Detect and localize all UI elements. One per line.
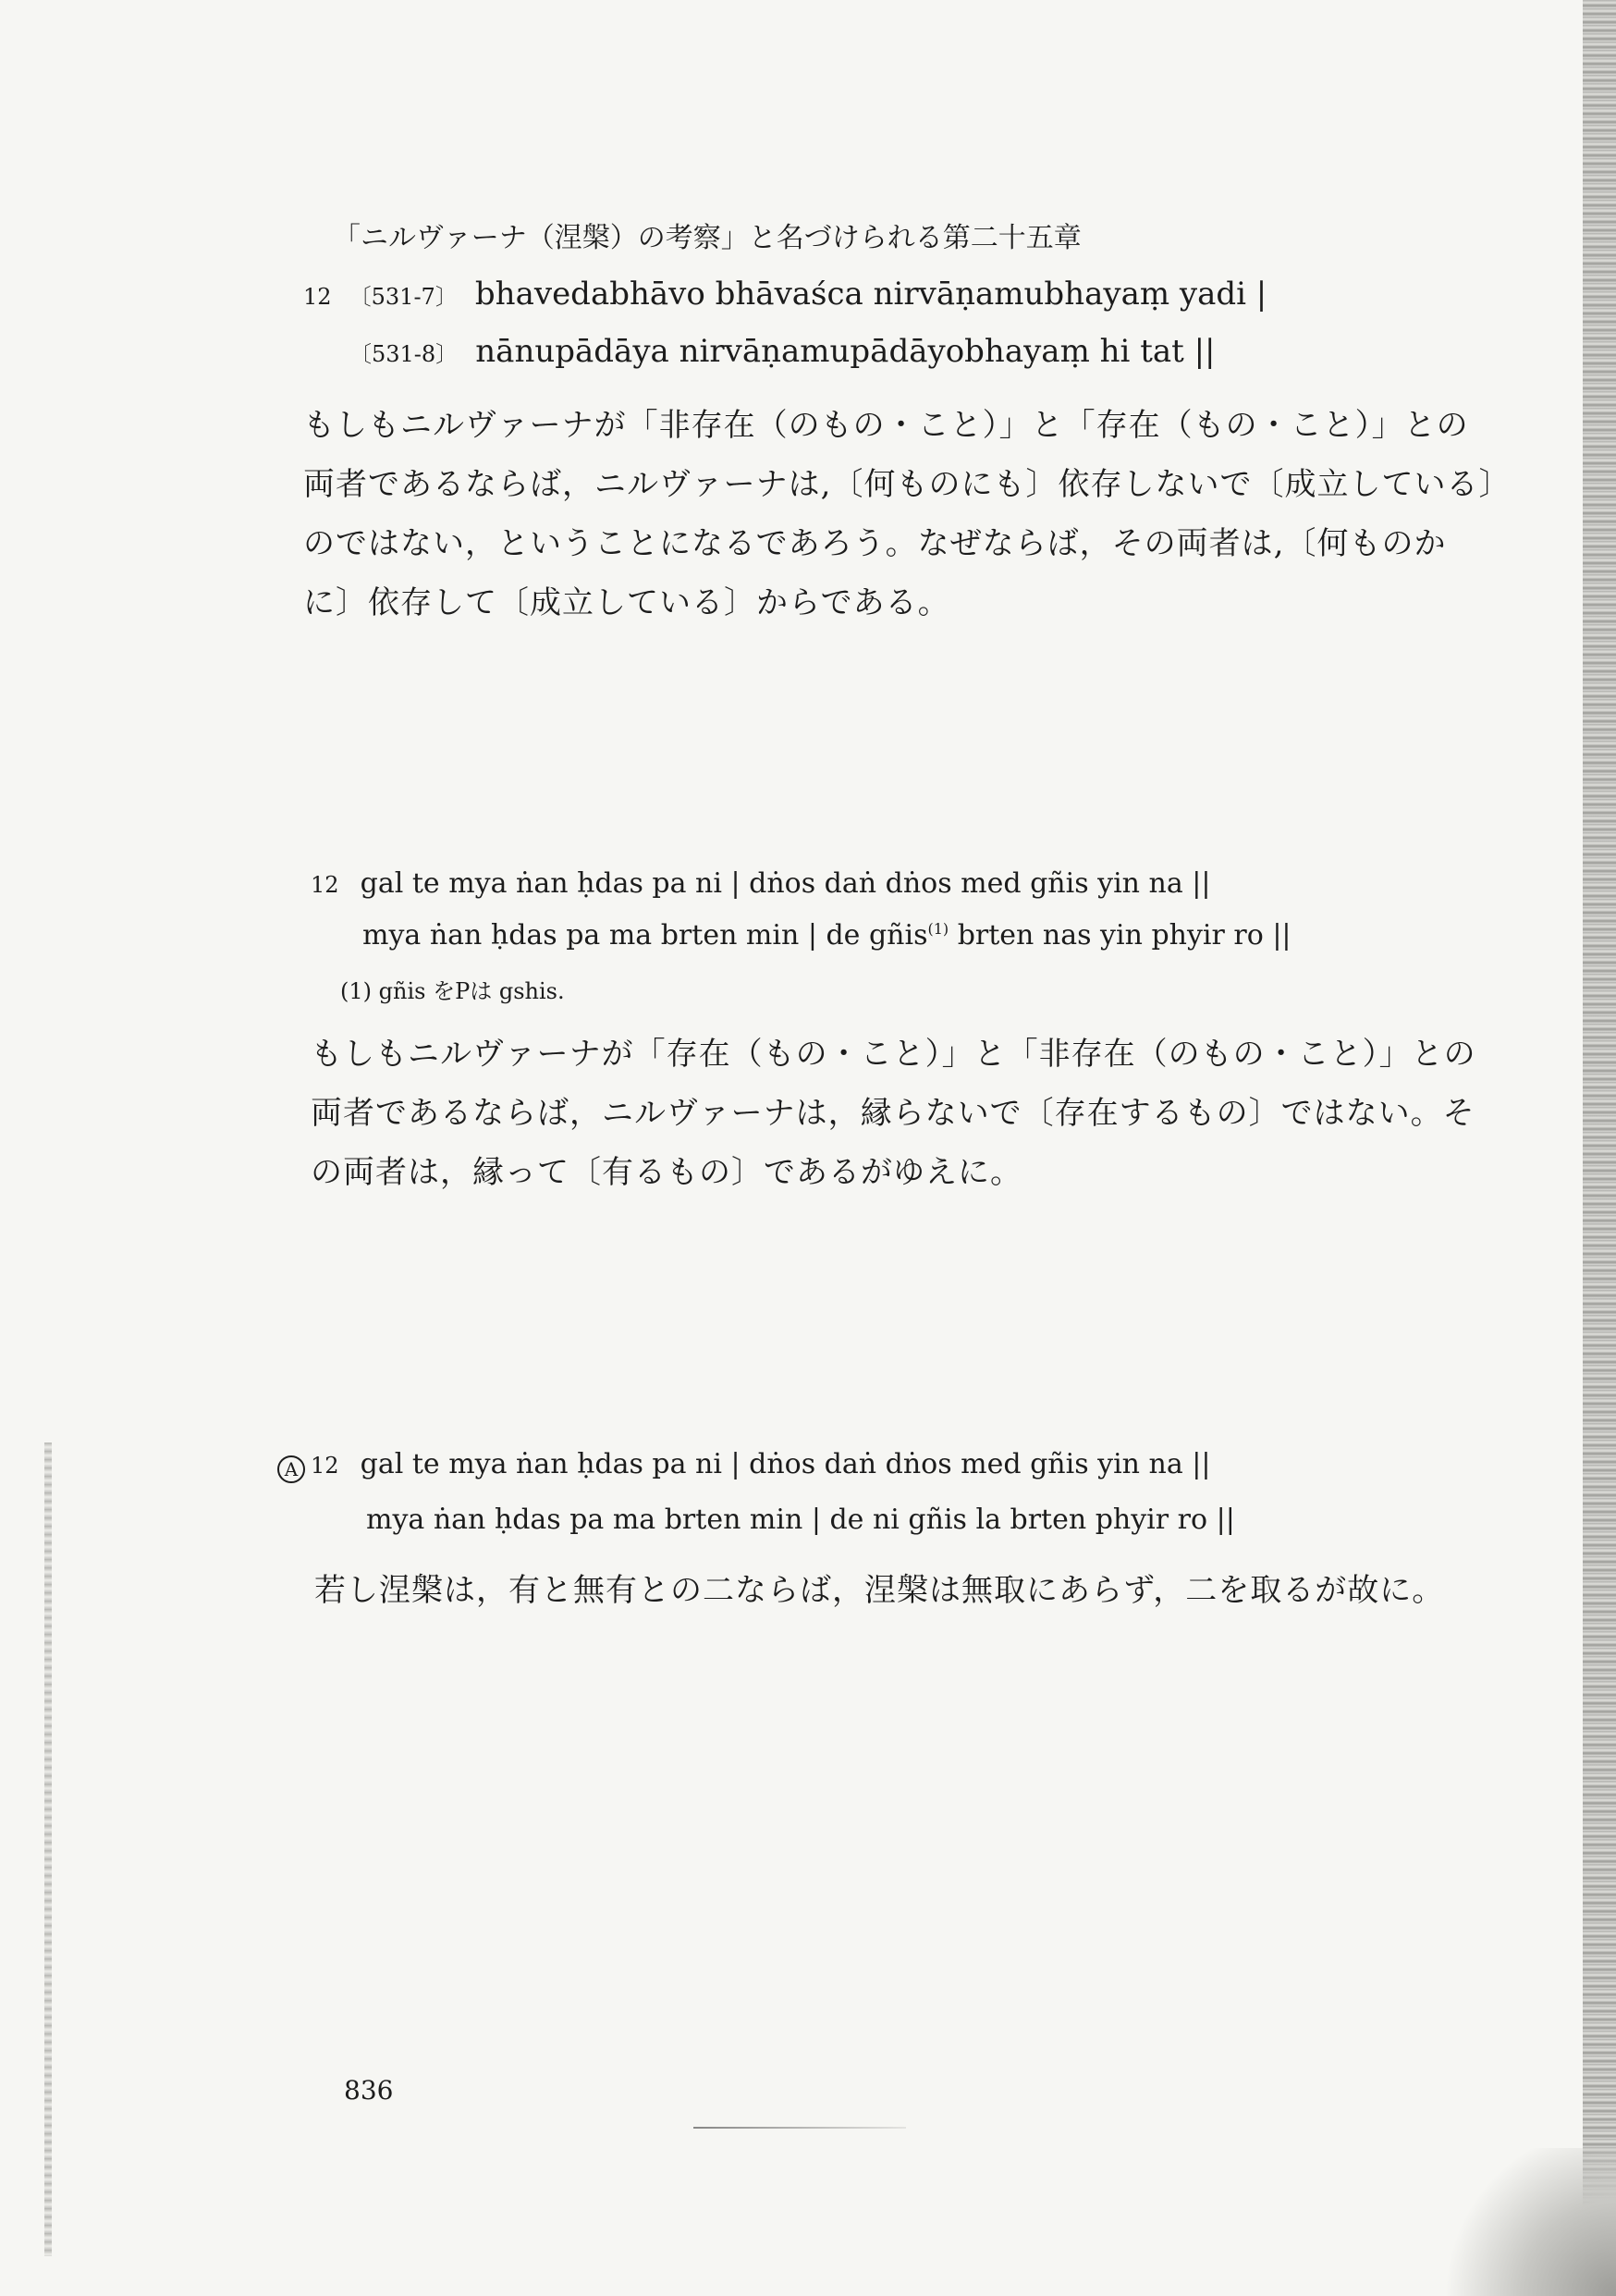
sanskrit-text-2: nānupādāya nirvāṇamupādāyobhayaṃ hi tat || [475, 333, 1216, 370]
circled-a-mark: A [277, 1455, 305, 1483]
jp2-line-2: 両者であるならば，ニルヴァーナは，縁らないで〔存在するもの〕ではない。そ [311, 1095, 1475, 1132]
tibetan-text-2b: brten nas yin phyir ro || [949, 919, 1292, 952]
jp2-line-1: もしもニルヴァーナが「存在（もの・こと）」と「非存在（のもの・こと）」との [311, 1036, 1476, 1073]
footnote: (1) gñis をPは gshis. [340, 978, 565, 1004]
sanskrit-verse-line-1 [303, 276, 1267, 313]
tibetan-text-2a: mya ṅan ḥdas pa ma brten min | de gñis [362, 919, 928, 952]
verse-number: 12 [303, 284, 332, 310]
tibetan-a-verse-line-1 [277, 1448, 1211, 1483]
verse-number: 12 [311, 872, 339, 898]
jp1-line-2: 両者であるならば，ニルヴァーナは,〔何ものにも〕依存しないで〔成立している〕 [303, 466, 1512, 503]
tibetan-a-text-1: gal te mya ṅan ḥdas pa ni | dṅos daṅ dṅos med gñis yin na || [360, 1448, 1211, 1480]
scan-corner-shadow [1431, 2148, 1616, 2296]
scan-edge-shadow-left [44, 1443, 52, 2256]
jp3-line-1: 若し涅槃は，有と無有との二ならば，涅槃は無取にあらず，二を取るが故に。 [314, 1572, 1445, 1609]
sanskrit-text-1: bhavedabhāvo bhāvaśca nirvāṇamubhayaṃ yadi | [474, 276, 1267, 313]
ref-2: 〔531-8〕 [349, 341, 459, 367]
tibetan-verse-line-1 [311, 867, 1211, 900]
scan-smudge-line [693, 2127, 906, 2129]
jp1-line-3: のではない，ということになるであろう。なぜならば，その両者は,〔何ものか [303, 525, 1447, 562]
tibetan-text-1: gal te mya ṅan ḥdas pa ni | dṅos daṅ dṅos med gñis yin na || [360, 867, 1211, 900]
tibetan-verse-line-2 [362, 919, 1292, 952]
page-number: 836 [344, 2075, 394, 2106]
jp1-line-4: に〕依存して〔成立している〕からである。 [303, 584, 950, 621]
footnote-ref: (1) [927, 920, 949, 938]
verse-number: 12 [311, 1453, 339, 1479]
jp2-line-3: の両者は，縁って〔有るもの〕であるがゆえに。 [311, 1154, 1022, 1191]
sanskrit-verse-line-2 [349, 333, 1216, 370]
jp1-line-1: もしもニルヴァーナが「非存在（のもの・こと）」と「存在（もの・こと）」との [303, 407, 1469, 444]
scan-edge-shadow-right [1583, 0, 1616, 2296]
ref-1: 〔531-7〕 [349, 284, 458, 310]
tibetan-a-verse-line-2: mya ṅan ḥdas pa ma brten min | de ni gñis la brten phyir ro || [366, 1504, 1235, 1536]
chapter-header: 「ニルヴァーナ（涅槃）の考察」と名づけられる第二十五章 [333, 222, 1082, 254]
